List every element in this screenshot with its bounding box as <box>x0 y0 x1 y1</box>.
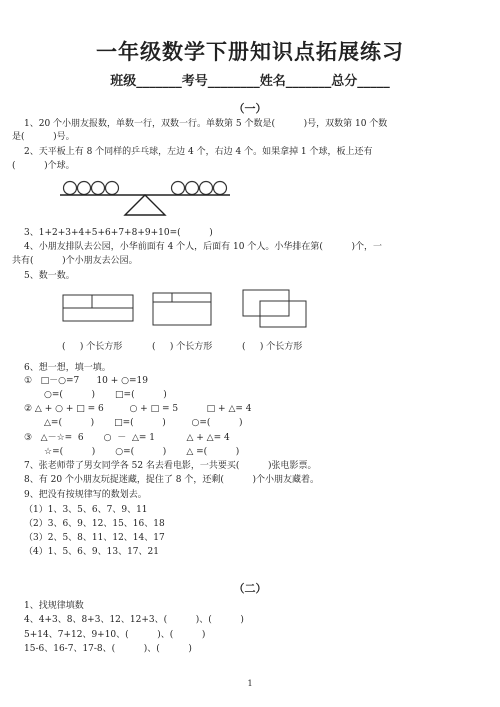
rectangle-answer-1: ( ) 个长方形 <box>62 342 123 352</box>
question-6-row-1-answers: ○=( ) □=( ) <box>44 390 167 400</box>
question-6-row-3-answers: ☆=( ) ○=( ) △ =( ) <box>44 447 240 457</box>
question-6-row-1: ① □－○=7 10 + ○=19 <box>24 376 149 386</box>
ping-pong-ball-icon <box>200 182 213 195</box>
ping-pong-ball-icon <box>92 182 105 195</box>
question-1-line-2: 是( )号。 <box>12 132 75 142</box>
ping-pong-ball-icon <box>172 182 185 195</box>
ping-pong-ball-icon <box>214 182 227 195</box>
question-6-row-3: ③ △－☆= 6 ○ － △= 1 △ + △= 4 <box>24 433 230 443</box>
question-4-line-2: 共有( )个小朋友去公园。 <box>12 256 138 266</box>
ping-pong-ball-icon <box>106 182 119 195</box>
question-6: 6、想一想，填一填。 <box>24 363 111 373</box>
rectangle-figure-2 <box>152 292 214 328</box>
question-2-line-1: 2、天平板上有 8 个同样的乒乓球，左边 4 个，右边 4 个。如果拿掉 1 个球，板上还有 <box>24 147 373 157</box>
pattern-row-2: 5+14、7+12、9+10、( )、( ) <box>24 630 206 640</box>
question-8: 8、有 20 个小朋友玩捉迷藏，捉住了 8 个，还剩( )个小朋友藏着。 <box>24 475 319 485</box>
question-7: 7、张老师带了男女同学各 52 名去看电影，一共要买( )张电影票。 <box>24 461 317 471</box>
page-number: 1 <box>247 679 253 688</box>
rectangle-figure-1 <box>62 294 134 324</box>
section-2-question-1: 1、找规律填数 <box>24 601 84 611</box>
pattern-row-1: 4、4+3、8、8+3、12、12+3、( )、( ) <box>24 615 244 625</box>
question-9-item-3: （3）2、5、8、11、12、14、17 <box>24 533 165 543</box>
ping-pong-ball-icon <box>64 182 77 195</box>
balance-fulcrum <box>125 195 165 215</box>
page-title: 一年级数学下册知识点拓展练习 <box>96 40 404 64</box>
pattern-row-3: 15-6、16-7、17-8、( )、( ) <box>24 644 192 654</box>
question-9-item-1: （1）1、3、5、6、7、9、11 <box>24 505 148 515</box>
question-4-line-1: 4、小朋友排队去公园，小华前面有 4 个人，后面有 10 个人。小华排在第( )个，一 <box>24 242 382 252</box>
rectangle-answer-3: ( ) 个长方形 <box>242 342 303 352</box>
student-info-line: 班级_______考号________姓名_______总分_____ <box>110 74 390 89</box>
question-9-item-2: （2）3、6、9、12、15、16、18 <box>24 519 165 529</box>
question-1-line-1: 1、20 个小朋友报数，单数一行，双数一行。单数第 5 个数是( )号，双数第 10 个数 <box>24 119 388 129</box>
question-6-row-2-answers: △=( ) □=( ) ○=( ) <box>44 418 243 428</box>
rectangle-figure-3 <box>242 289 310 331</box>
question-5: 5、数一数。 <box>24 271 75 281</box>
question-2-line-2: ( )个球。 <box>12 161 75 171</box>
question-9-item-4: （4）1、5、6、9、13、17、21 <box>24 547 159 557</box>
question-6-row-2: ② △ + ○ + □ = 6 ○ + □ = 5 □ + △= 4 <box>24 404 252 414</box>
question-3: 3、1+2+3+4+5+6+7+8+9+10=( ) <box>24 228 213 238</box>
rectangle-answer-2: ( ) 个长方形 <box>152 342 213 352</box>
ping-pong-ball-icon <box>186 182 199 195</box>
section-heading-2: （二） <box>233 582 267 595</box>
ping-pong-ball-icon <box>78 182 91 195</box>
balance-scale-figure <box>60 178 280 222</box>
question-9: 9、把没有按规律写的数划去。 <box>24 490 147 500</box>
section-heading-1: （一） <box>233 102 267 115</box>
